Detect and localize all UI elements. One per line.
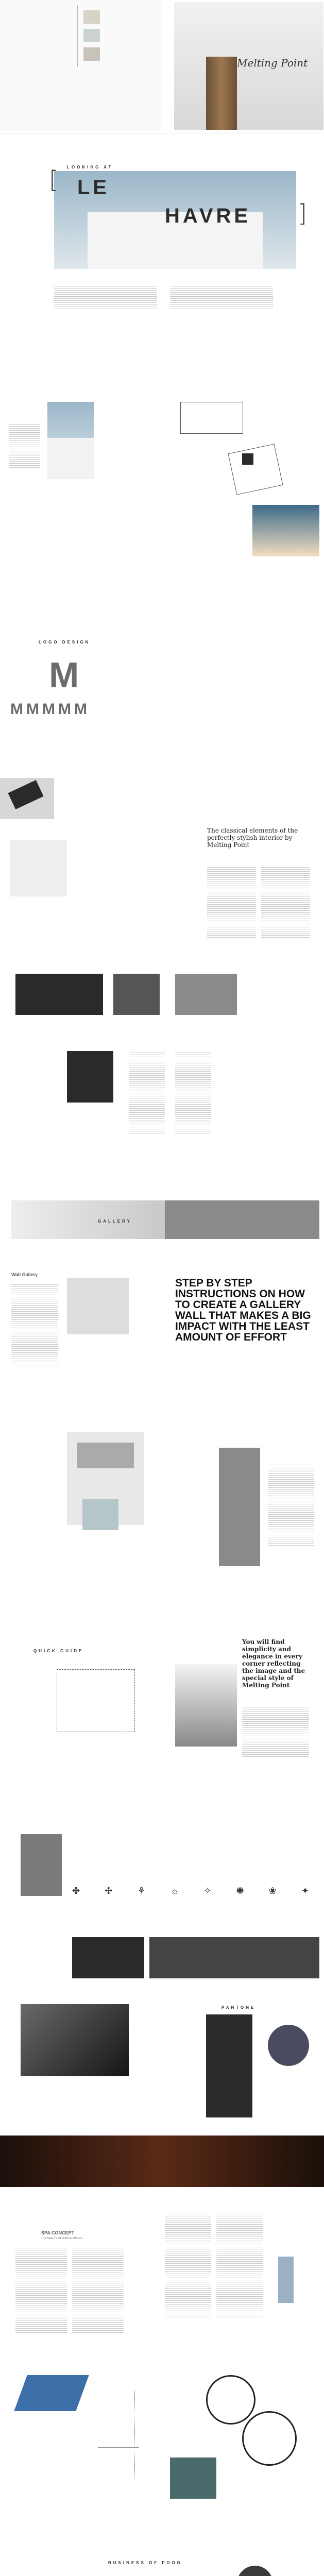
small-photo-3 — [83, 47, 100, 61]
spread-icons — [0, 1834, 324, 1984]
article-headline: The classical elements of the perfectly stylish interior by Melting Point — [207, 827, 298, 849]
arch-color-photo — [252, 505, 319, 556]
icons-row — [72, 1886, 309, 1896]
spa-text-4 — [216, 2210, 263, 2318]
spa-heading: SPA CONCEPT — [41, 2230, 75, 2235]
quick-guide-label: QUICK GUIDE — [33, 1649, 84, 1653]
icons-side-photo — [21, 1834, 62, 1896]
icon-6: ✺ — [236, 1886, 244, 1896]
gallery-label: GALLERY — [98, 1219, 132, 1224]
products-shoe — [77, 1443, 134, 1468]
spread-products — [0, 1422, 324, 1592]
article-body-1 — [207, 866, 256, 938]
plate-1 — [206, 2375, 255, 2425]
spread-article — [0, 778, 324, 974]
havre-body-2 — [170, 284, 273, 310]
icons-bottom-photo — [72, 1937, 144, 1978]
icon-2: ✣ — [105, 1886, 113, 1896]
guide-photo — [175, 1664, 237, 1747]
cover-door — [206, 57, 237, 130]
spa-text-2 — [72, 2246, 124, 2334]
interior-photo-4 — [67, 1051, 113, 1103]
small-photo-2 — [83, 29, 100, 42]
banner-dark — [0, 2136, 324, 2187]
pantone-label: PANTONE — [221, 2005, 256, 2010]
spread-logo-design — [0, 577, 324, 773]
icon-1: ✤ — [72, 1886, 80, 1896]
gallery-banner-photo — [11, 1200, 166, 1239]
logo-heading: LOGO DESIGN — [39, 640, 91, 645]
interior-photo-1 — [15, 974, 103, 1015]
gallery-text — [11, 1283, 58, 1365]
havre-title-le: LE — [77, 176, 110, 199]
left-vertical-text — [77, 5, 82, 67]
spread-interiors — [0, 974, 324, 1195]
spa-text-1 — [15, 2246, 67, 2334]
interior-photo-3 — [175, 974, 237, 1015]
quick-guide-quote: You will find simplicity and elegance in every corner reflecting the image and the special style of Melting Point — [242, 1638, 305, 1689]
article-body-2 — [261, 866, 310, 938]
gallery-frame — [67, 1278, 129, 1334]
pantone-dark-photo — [21, 2004, 129, 2076]
banner-photo — [0, 2136, 324, 2187]
spread-cover — [0, 0, 324, 131]
floral-illustration — [134, 2391, 176, 2483]
guide-illustration — [57, 1669, 135, 1732]
icon-5: ✧ — [203, 1886, 212, 1896]
corridor-photo — [219, 1448, 260, 1566]
product-photo — [10, 840, 67, 896]
icon-7: ❀ — [268, 1886, 277, 1896]
pantone-chair — [268, 2025, 309, 2066]
products-text — [268, 1463, 314, 1546]
tray-photo — [14, 2375, 89, 2411]
gallery-banner-photo-2 — [165, 1200, 319, 1239]
spa-text-3 — [165, 2210, 211, 2318]
spa-bottle — [278, 2257, 294, 2303]
cutlery — [98, 2447, 139, 2489]
interior-photo-2 — [113, 974, 160, 1015]
spread-spa — [0, 2190, 324, 2354]
spread-gallery — [0, 1200, 324, 1406]
black-square — [242, 453, 253, 465]
bracket-left: [ — [49, 166, 58, 194]
cover-script-title: Melting Point — [237, 57, 308, 69]
icon-8: ✦ — [301, 1886, 309, 1896]
havre-title-havre: HAVRE — [165, 205, 251, 227]
products-glass — [82, 1499, 118, 1530]
business-label: BUSINESS OF FOOD — [108, 2561, 182, 2565]
icon-3: ⚘ — [137, 1886, 146, 1896]
sketch-1 — [180, 402, 243, 434]
spread-architecture — [0, 355, 324, 572]
guide-text — [242, 1705, 309, 1757]
record-1 — [237, 2566, 273, 2576]
gallery-steps: STEP BY STEP INSTRUCTIONS ON HOW TO CREATE A GALLERY WALL THAT MAKES A BIG IMPACT WITH THE LEAST AMOUNT OF EFFORT — [175, 1277, 311, 1343]
spread-quick-guide — [0, 1602, 324, 1829]
icon-4: ☼ — [170, 1886, 179, 1896]
logo-mark: M — [49, 655, 79, 695]
plate-2 — [242, 2411, 297, 2466]
arch-wall — [47, 438, 94, 479]
gallery-subhead: Wall Gallery — [11, 1272, 38, 1277]
sketch-2 — [228, 444, 283, 495]
arch-text — [9, 422, 40, 469]
spa-sub: THE BEAUTY OF SIMPLE THINGS — [41, 2237, 82, 2240]
interior-text-2 — [175, 1051, 211, 1133]
spread-tableware — [0, 2360, 324, 2524]
icons-bottom-photo-2 — [149, 1937, 319, 1978]
pantone-cabinet — [206, 2014, 252, 2117]
spread-pantone — [0, 1994, 324, 2128]
interior-text-1 — [129, 1051, 165, 1133]
havre-kicker: LOOKING AT — [67, 165, 113, 170]
logo-repeat: MMMMM — [10, 701, 90, 718]
small-photo-1 — [83, 10, 100, 24]
spread-le-havre — [0, 135, 324, 351]
havre-body — [54, 284, 157, 310]
bracket-right: ] — [298, 199, 307, 227]
fabric-swatch — [170, 2458, 216, 2499]
spread-business — [0, 2524, 324, 2576]
